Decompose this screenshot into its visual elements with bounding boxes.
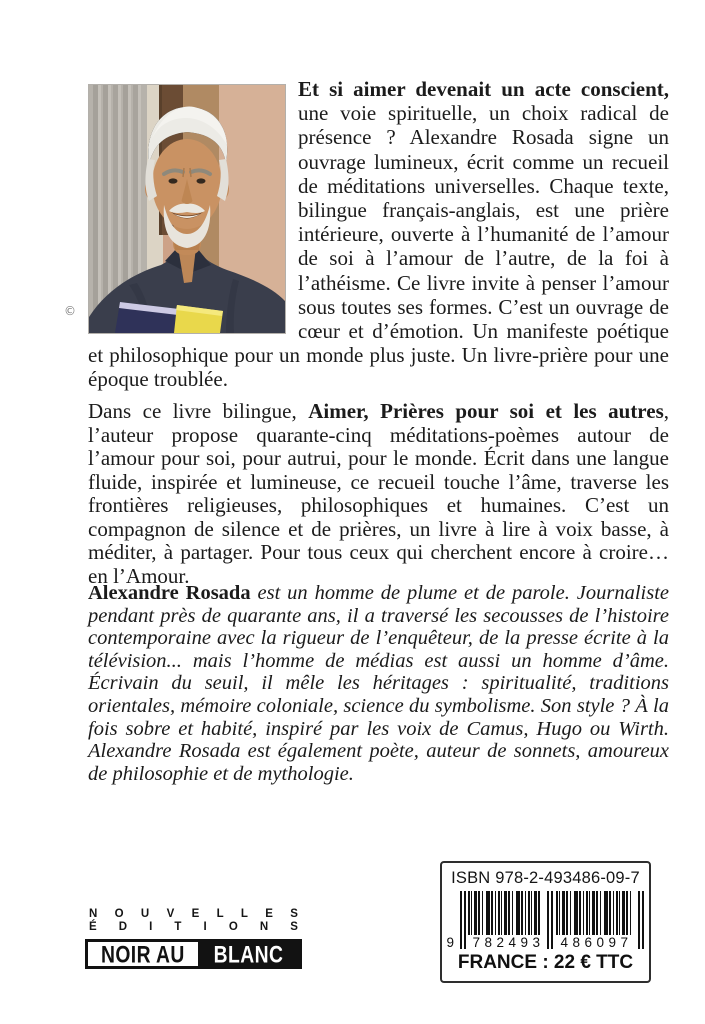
publisher-blanc: BLANC (198, 942, 299, 966)
intro-paragraph (88, 77, 669, 392)
author-portrait-illustration (89, 85, 285, 333)
photo-credit-mark: © (64, 304, 76, 318)
isbn-panel (440, 861, 651, 983)
publisher-logo (85, 908, 302, 969)
publisher-line-editions: É D I T I O N S (89, 921, 298, 933)
bio-text: est un homme de plume et de parole. Journaliste pendant près de quarante ans, il a traversé les secousses de l’histoire contemporaine avec la rigueur de l’enquêteur, de la presse écrite à la télévision... mais l’homme de médias est aussi un homme d’âme. Écrivain du seuil, il mêle les héritages : spiritualité, traditions orientales, mémoire coloniale, science du symbolisme. Son style ? À la fois sobre et habité, inspiré par les voix de Camus, Hugo ou Wirth. Alexandre Rosada est également poète, auteur de sonnets, amoureux de philosophie et de mythologie. (88, 582, 669, 785)
barcode-digits-right: 486097 (560, 935, 633, 950)
barcode-digits-left: 782493 (472, 935, 545, 950)
intro-lead-sentence: Et si aimer devenait un acte conscient, (298, 77, 669, 101)
author-photo (88, 84, 286, 334)
publisher-line-nouvelles: N O U V E L L E S (89, 908, 298, 920)
intro-text: une voie spirituelle, un choix radical de présence ? Alexandre Rosada signe un ouvrage lumineux, écrit comme un recueil de méditations universelles. Chaque texte, bilingue français-anglais, est une prière intérieure, ouverte à l’humanité de l’amour de soi à l’amour de l’autre, de la foi à l’athéisme. Ce livre invite à penser l’amour sous toutes ses formes. C’est un ouvrage de cœur et d’émotion. Un manifeste poétique et philosophique pour un monde plus juste. Un livre-prière pour une époque troublée. (88, 101, 669, 392)
barcode-digit-lead: 9 (446, 935, 455, 950)
description-text: , l’auteur propose quarante-cinq méditations-poèmes autour de l’amour pour soi, pour autrui, pour le monde. Écrit dans une langue fluide, inspirée et lumineuse, ce recueil touche l’âme, traverse les frontières religieuses, philosophiques et humaines. C’est un compagnon de silence et de prières, un livre à lire à voix basse, à méditer, à partager. Pour tous ceux qui cherchent encore à croire… en l’Amour. (88, 399, 669, 588)
author-name: Alexandre Rosada (88, 582, 251, 604)
publisher-noir-au: NOIR AU (88, 942, 198, 966)
book-title: Aimer, Prières pour soi et les autres (308, 399, 664, 423)
publisher-name-box (85, 939, 302, 969)
barcode (446, 891, 646, 949)
price-label: FRANCE : 22 € TTC (457, 952, 634, 973)
author-bio-paragraph (88, 582, 669, 785)
isbn-number: ISBN 978-2-493486-09-7 (451, 869, 640, 887)
description-pre: Dans ce livre bilingue, (88, 399, 309, 423)
description-paragraph (88, 400, 669, 588)
